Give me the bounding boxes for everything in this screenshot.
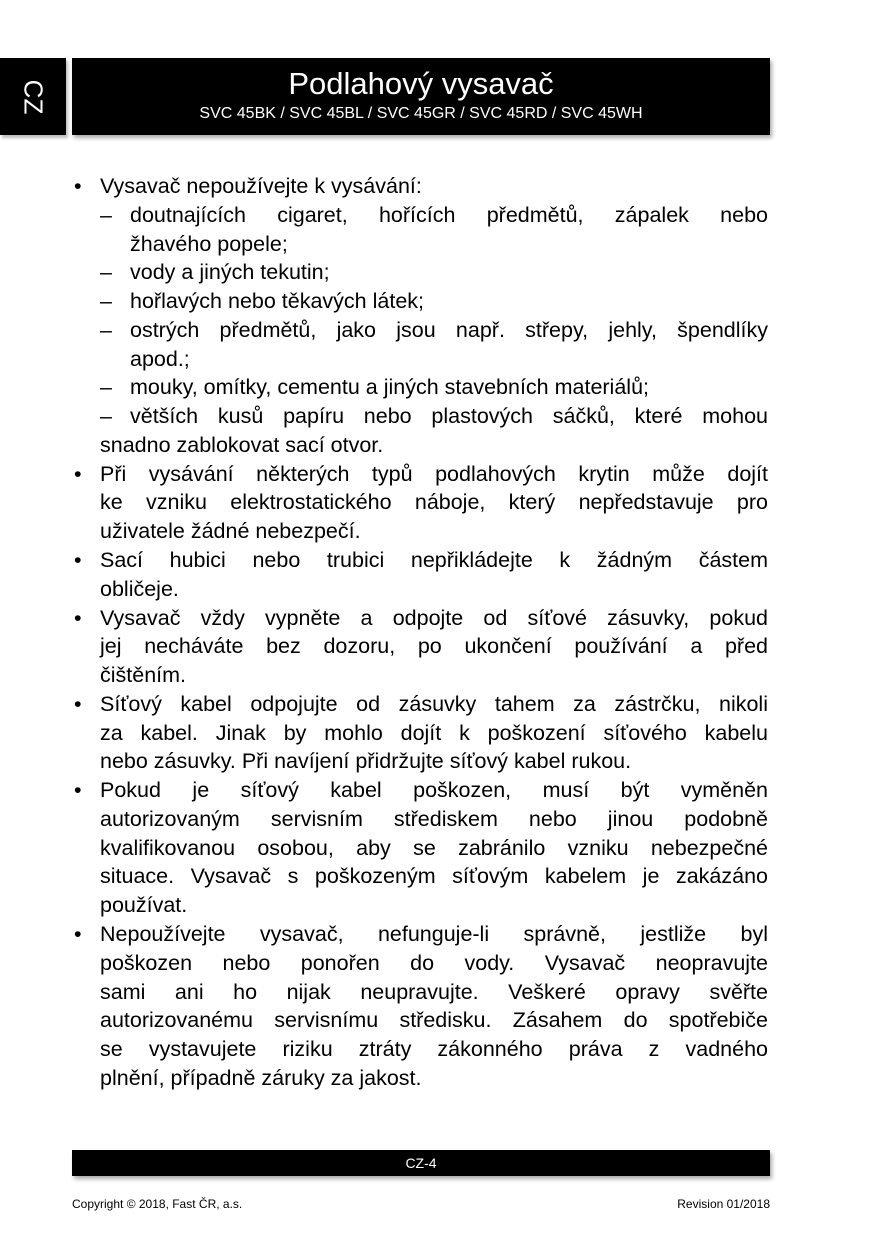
bullet-icon: • (74, 548, 82, 572)
text-line: jej necháváte bez dozoru, po ukončení používání a před (100, 634, 768, 659)
text-line: poškozen nebo ponořen do vody. Vysavač neopravujte (100, 950, 768, 975)
bullet-icon: • (74, 691, 82, 716)
text-line: snadno zablokovat sací otvor. (100, 432, 384, 457)
dash-icon: – (100, 260, 112, 285)
language-label: CZ (18, 79, 49, 114)
text-line: Při vysávání některých typů podlahových krytin může dojít (100, 461, 768, 486)
bullet-icon: • (74, 461, 82, 486)
text-line: větších kusů papíru nebo plastových sáčků, které mohou (130, 404, 768, 429)
text-line: sami ani ho nijak neupravujte. Veškeré opravy svěřte (100, 979, 768, 1004)
text-line: vody a jiných tekutin; (130, 260, 330, 285)
dash-icon: – (100, 404, 112, 429)
text-line: autorizovaným servisním střediskem nebo jinou podobně (100, 806, 768, 831)
text-line: Síťový kabel odpojujte od zásuvky tahem za zástrčku, nikoli (100, 691, 768, 716)
text-line: se vystavujete riziku ztráty zákonného práva z vadného (100, 1037, 768, 1062)
bullet-icon: • (74, 778, 82, 803)
text-line: používat. (100, 893, 188, 918)
language-tab (0, 58, 66, 135)
text-line: plnění, případně záruky za jakost. (100, 1065, 422, 1090)
text-line: hořlavých nebo těkavých látek; (130, 289, 424, 314)
text-line: autorizovanému servisnímu středisku. Zásahem do spotřebiče (100, 1008, 768, 1033)
text-line: Pokud je síťový kabel poškozen, musí být vyměněn (100, 778, 768, 803)
text-line: Vysavač vždy vypněte a odpojte od síťové zásuvky, pokud (100, 605, 768, 630)
page-number: CZ-4 (405, 1155, 437, 1171)
text-line: kvalifikovanou osobou, aby se zabránilo vzniku nebezpečné (100, 835, 768, 860)
text-line: nebo zásuvky. Při navíjení přidržujte síťový kabel rukou. (100, 749, 632, 774)
text-line: Sací hubici nebo trubici nepřikládejte k žádným částem (100, 548, 768, 572)
text-line: Nepoužívejte vysavač, nefunguje-li správně, jestliže byl (100, 922, 768, 947)
text-line: ostrých předmětů, jako jsou např. střepy, jehly, špendlíky (130, 317, 768, 342)
text-line: apod.; (130, 346, 190, 371)
text-line: ke vzniku elektrostatického náboje, který nepředstavuje pro (100, 490, 768, 515)
dash-icon: – (100, 375, 112, 400)
dash-icon: – (100, 202, 112, 227)
bullet-icon: • (74, 922, 82, 947)
copyright: Copyright © 2018, Fast ČR, a.s. (72, 1197, 243, 1211)
revision: Revision 01/2018 (677, 1197, 770, 1211)
model-list: SVC 45BK / SVC 45BL / SVC 45GR / SVC 45RD / SVC 45WH (199, 105, 643, 122)
text-line: za kabel. Jinak by mohlo dojít k poškození síťového kabelu (100, 720, 768, 745)
text-line: doutnajících cigaret, hořících předmětů, zápalek nebo (130, 202, 768, 227)
text-line: situace. Vysavač s poškozeným síťovým kabelem je zakázáno (100, 864, 768, 889)
text-line: Vysavač nepoužívejte k vysávání: (100, 174, 422, 198)
text-line: žhavého popele; (130, 231, 288, 256)
bullet-icon: • (74, 174, 82, 198)
page-title: Podlahový vysavač (288, 66, 554, 101)
dash-icon: – (100, 317, 112, 342)
text-line: mouky, omítky, cementu a jiných stavebních materiálů; (130, 375, 650, 400)
text-line: uživatele žádné nebezpečí. (100, 519, 361, 544)
text-line: čištěním. (100, 663, 187, 688)
bullet-icon: • (74, 605, 82, 630)
page-header (72, 58, 770, 135)
dash-icon: – (100, 289, 112, 314)
page-number-bar (72, 1150, 770, 1176)
text-line: obličeje. (100, 576, 179, 601)
